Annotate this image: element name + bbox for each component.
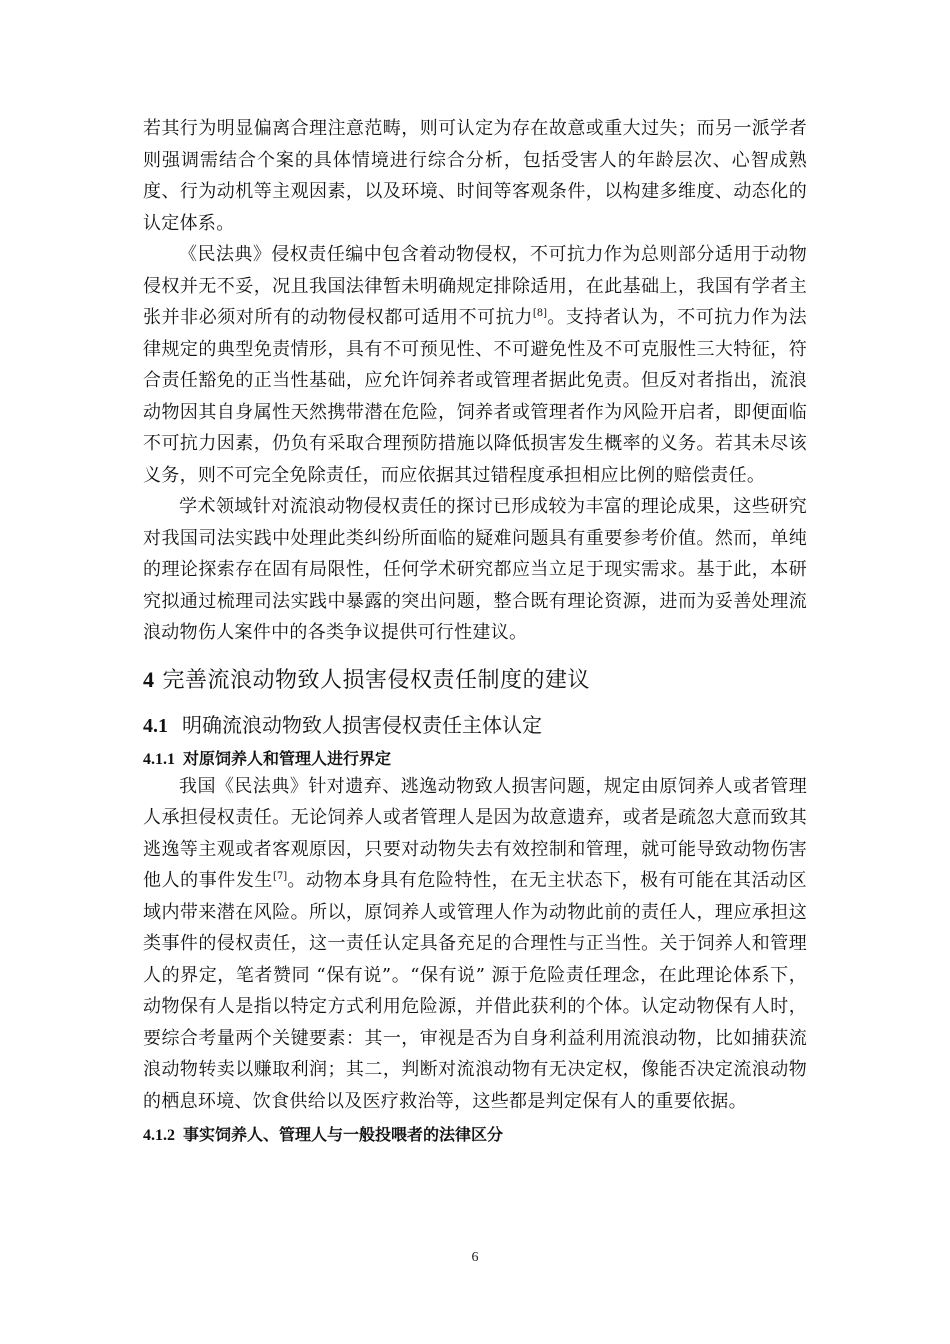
section-number: 4.1.2 (143, 1127, 175, 1144)
section-number: 4 (143, 666, 155, 692)
section-title: 事实饲养人、管理人与一般投喂者的法律区分 (183, 1125, 504, 1144)
paragraph-text: 《民法典》侵权责任编中包含着动物侵权，不可抗力作为总则部分适用于动物侵权并无不妥，况且我国法律暂未明确规定排除适用，在此基础上，我国有学者主张并非必须对所有的动物侵权都可适用不可抗力 (143, 244, 807, 328)
paragraph-academic-summary (143, 491, 807, 649)
document-page-body (143, 113, 807, 1147)
section-heading-4 (143, 663, 807, 701)
paragraph-text: 我国《民法典》针对遗弃、逃逸动物致人损害问题，规定由原饲养人或者管理人承担侵权责任。无论饲养人或者管理人是因为故意遗弃，或者是疏忽大意而致其逃逸等主观或者客观原因，只要对动物失去有效控制和管理，就可能导致动物伤害他人的事件发生 (143, 775, 807, 891)
paragraph-text: 若其行为明显偏离合理注意范畴，则可认定为存在故意或重大过失；而另一派学者则强调需结合个案的具体情境进行综合分析，包括受害人的年龄层次、心智成熟度、行为动机等主观因素，以及环境、时间等客观条件，以构建多维度、动态化的认定体系。 (143, 118, 807, 234)
paragraph-continuation (143, 113, 807, 239)
section-number: 4.1 (143, 714, 168, 737)
section-title: 完善流浪动物致人损害侵权责任制度的建议 (162, 667, 591, 693)
citation-ref[interactable]: [8] (532, 308, 548, 319)
section-number: 4.1.1 (143, 750, 175, 768)
citation-ref[interactable]: [7] (272, 871, 288, 882)
page-number: 6 (471, 1250, 479, 1265)
section-heading-4-1-1 (143, 747, 807, 771)
section-title: 对原饲养人和管理人进行界定 (183, 748, 392, 768)
paragraph-text: 学术领域针对流浪动物侵权责任的探讨已形成较为丰富的理论成果，这些研究对我国司法实践中处理此类纠纷所面临的疑难问题具有重要参考价值。然而，单纯的理论探索存在固有局限性，任何学术研究都应当立足于现实需求。基于此，本研究拟通过梳理司法实践中暴露的突出问题，整合既有理论资源，进而为妥善处理流浪动物伤人案件中的各类争议提供可行性建议。 (143, 496, 807, 643)
section-title: 明确流浪动物致人损害侵权责任主体认定 (182, 712, 542, 737)
section-heading-4-1 (143, 709, 807, 741)
section-heading-4-1-2 (143, 1123, 807, 1147)
paragraph-text: 。支持者认为，不可抗力作为法律规定的典型免责情形，具有不可预见性、不可避免性及不可克服性三大特征，符合责任豁免的正当性基础，应允许饲养者或管理者据此免责。但反对者指出，流浪动物因其自身属性天然携带潜在危险，饲养者或管理者作为风险开启者，即便面临不可抗力因素，仍负有采取合理预防措施以降低损害发生概率的义务。若其未尽该义务，则不可完全免除责任，而应依据其过错程度承担相应比例的赔偿责任。 (143, 307, 807, 486)
paragraph-owner-definition (143, 771, 807, 1118)
paragraph-text: 。动物本身具有危险特性，在无主状态下，极有可能在其活动区域内带来潜在风险。所以，原饲养人或管理人作为动物此前的责任人，理应承担这类事件的侵权责任，这一责任认定具备充足的合理性与正当性。关于饲养人和管理人的界定，笔者赞同 “保有说”。“保有说” 源于危险责任理念，在此理论体系下，动物保有人是指以特定方式利用危险源，并借此获利的个体。认定动物保有人时，要综合考量两个关键要素：其一，审视是否为自身利益利用流浪动物，比如捕获流浪动物转卖以赚取利润；其二，判断对流浪动物有无决定权，像能否决定流浪动物的栖息环境、饮食供给以及医疗救治等，这些都是判定保有人的重要依据。 (143, 870, 807, 1112)
paragraph-force-majeure (143, 239, 807, 491)
